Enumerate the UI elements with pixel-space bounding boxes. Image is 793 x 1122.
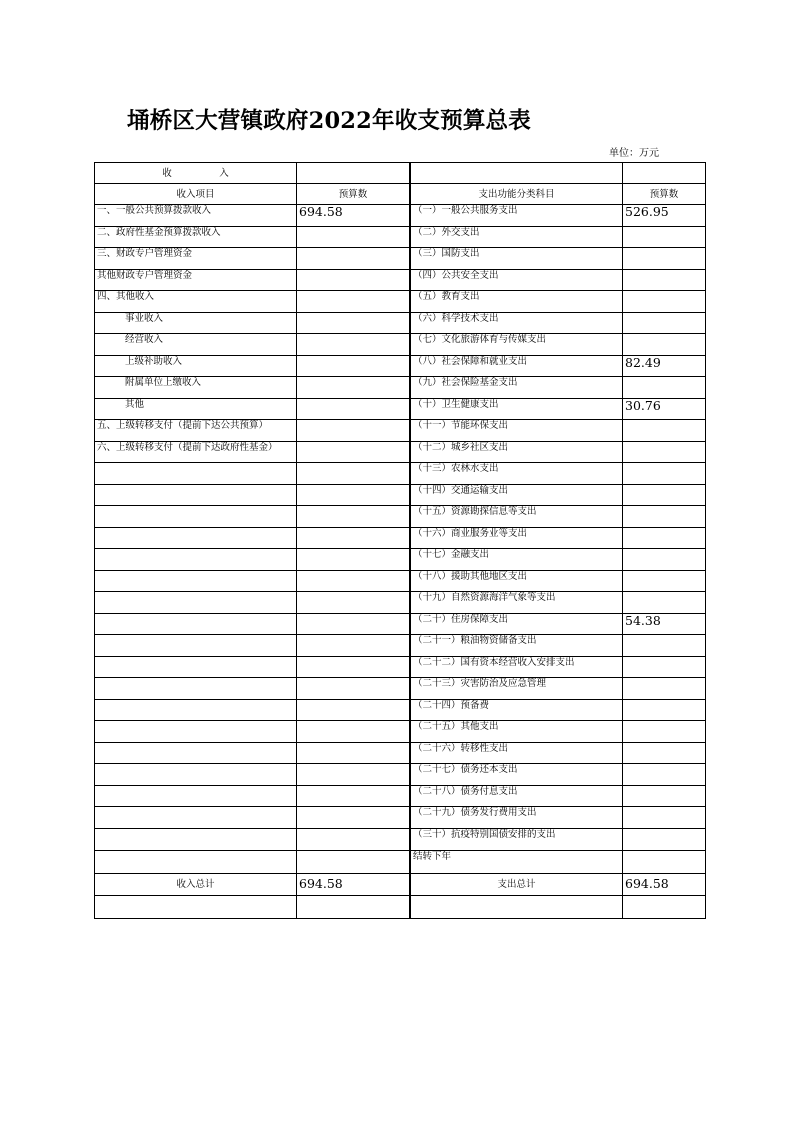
expense-value-cell xyxy=(623,851,706,874)
expense-value-cell xyxy=(623,678,706,700)
expense-item-cell: （五）教育支出 xyxy=(411,291,623,313)
table-row xyxy=(95,506,706,528)
expense-item-cell: （十八）援助其他地区支出 xyxy=(411,570,623,592)
expense-value-cell xyxy=(623,764,706,786)
income-item-cell xyxy=(95,592,297,614)
expense-value-cell xyxy=(623,807,706,829)
income-value-cell xyxy=(297,269,410,291)
table-row xyxy=(95,656,706,678)
table-row xyxy=(95,592,706,614)
income-item-cell xyxy=(95,613,297,635)
table-row xyxy=(95,828,706,851)
table-row xyxy=(95,785,706,807)
income-item-cell: 六、上级转移支付（提前下达政府性基金） xyxy=(95,441,297,463)
expense-total-label: 支出总计 xyxy=(411,873,623,896)
income-value-cell xyxy=(297,721,410,743)
income-section-spacer xyxy=(297,163,410,184)
expense-value-cell: 30.76 xyxy=(623,398,706,420)
table-row xyxy=(95,334,706,356)
table-row xyxy=(95,377,706,399)
expense-value-cell xyxy=(623,420,706,442)
expense-item-cell: （二十一）粮油物资储备支出 xyxy=(411,635,623,657)
income-value-cell xyxy=(297,420,410,442)
table-row xyxy=(95,291,706,313)
income-value-cell xyxy=(297,764,410,786)
income-item-header: 收入项目 xyxy=(95,184,297,205)
expense-item-cell: （一）一般公共服务支出 xyxy=(411,205,623,227)
income-value-cell xyxy=(297,377,410,399)
expense-budget-header: 预算数 xyxy=(623,184,706,205)
table-row xyxy=(95,248,706,270)
income-item-cell: 一、一般公共预算拨款收入 xyxy=(95,205,297,227)
expense-item-cell: （四）公共安全支出 xyxy=(411,269,623,291)
expense-item-cell: （三十）抗疫特别国债安排的支出 xyxy=(411,828,623,851)
table-row xyxy=(95,484,706,506)
blank-cell xyxy=(95,896,297,919)
expense-value-cell xyxy=(623,226,706,248)
income-value-cell xyxy=(297,355,410,377)
income-item-cell xyxy=(95,828,297,851)
income-item-cell xyxy=(95,484,297,506)
income-value-cell xyxy=(297,742,410,764)
expense-item-cell: （十）卫生健康支出 xyxy=(411,398,623,420)
expense-value-cell xyxy=(623,635,706,657)
table-row xyxy=(95,420,706,442)
income-value-cell xyxy=(297,570,410,592)
expense-section-header xyxy=(411,163,623,184)
table-row xyxy=(95,441,706,463)
income-item-cell xyxy=(95,656,297,678)
income-value-cell xyxy=(297,851,410,874)
table-row xyxy=(95,742,706,764)
table-row xyxy=(95,851,706,874)
expense-item-cell: （十一）节能环保支出 xyxy=(411,420,623,442)
income-value-cell xyxy=(297,334,410,356)
expense-item-cell: （三）国防支出 xyxy=(411,248,623,270)
expense-value-cell xyxy=(623,570,706,592)
table-row xyxy=(95,549,706,571)
blank-cell xyxy=(623,896,706,919)
income-item-cell xyxy=(95,764,297,786)
expense-value-cell xyxy=(623,269,706,291)
income-item-cell xyxy=(95,570,297,592)
expense-value-cell xyxy=(623,742,706,764)
expense-value-cell xyxy=(623,248,706,270)
expense-section-spacer xyxy=(623,163,706,184)
expense-value-cell: 54.38 xyxy=(623,613,706,635)
income-value-cell: 694.58 xyxy=(297,205,410,227)
income-value-cell xyxy=(297,613,410,635)
income-value-cell xyxy=(297,441,410,463)
totals-row xyxy=(95,873,706,896)
expense-value-cell xyxy=(623,441,706,463)
income-item-cell: 二、政府性基金预算拨款收入 xyxy=(95,226,297,248)
table-row xyxy=(95,721,706,743)
expense-item-cell: （二十）住房保障支出 xyxy=(411,613,623,635)
income-item-cell xyxy=(95,721,297,743)
expense-value-cell xyxy=(623,312,706,334)
expense-item-cell: （二十九）债务发行费用支出 xyxy=(411,807,623,829)
income-item-cell xyxy=(95,549,297,571)
expense-item-cell: （二十五）其他支出 xyxy=(411,721,623,743)
expense-value-cell xyxy=(623,828,706,851)
income-budget-header: 预算数 xyxy=(297,184,410,205)
income-item-cell xyxy=(95,635,297,657)
table-row xyxy=(95,226,706,248)
expense-item-cell: （二十六）转移性支出 xyxy=(411,742,623,764)
expense-value-cell xyxy=(623,549,706,571)
expense-item-cell: （二十七）债务还本支出 xyxy=(411,764,623,786)
income-value-cell xyxy=(297,549,410,571)
page-title: 埇桥区大营镇政府2022年收支预算总表 xyxy=(127,108,531,134)
expense-item-cell: （十九）自然资源海洋气象等支出 xyxy=(411,592,623,614)
income-item-cell xyxy=(95,699,297,721)
expense-item-cell: （二十八）债务付息支出 xyxy=(411,785,623,807)
income-value-cell xyxy=(297,699,410,721)
income-item-cell xyxy=(95,506,297,528)
income-value-cell xyxy=(297,785,410,807)
expense-item-cell: （十二）城乡社区支出 xyxy=(411,441,623,463)
expense-item-cell: （二）外交支出 xyxy=(411,226,623,248)
income-value-cell xyxy=(297,807,410,829)
table-row xyxy=(95,613,706,635)
income-item-cell xyxy=(95,807,297,829)
blank-row xyxy=(95,896,706,919)
table-row xyxy=(95,269,706,291)
table-row xyxy=(95,807,706,829)
expense-item-cell: （二十三）灾害防治及应急管理 xyxy=(411,678,623,700)
income-item-cell: 其他财政专户管理资金 xyxy=(95,269,297,291)
expense-value-cell: 82.49 xyxy=(623,355,706,377)
income-value-cell xyxy=(297,506,410,528)
income-value-cell xyxy=(297,656,410,678)
income-value-cell xyxy=(297,248,410,270)
table-row xyxy=(95,355,706,377)
blank-cell xyxy=(411,896,623,919)
expense-value-cell xyxy=(623,377,706,399)
expense-item-cell: （十四）交通运输支出 xyxy=(411,484,623,506)
expense-value-cell xyxy=(623,291,706,313)
expense-item-cell: （二十四）预备费 xyxy=(411,699,623,721)
income-item-cell xyxy=(95,678,297,700)
income-item-cell: 五、上级转移支付（提前下达公共预算） xyxy=(95,420,297,442)
table-row xyxy=(95,678,706,700)
expense-item-cell: （七）文化旅游体育与传媒支出 xyxy=(411,334,623,356)
income-value-cell xyxy=(297,291,410,313)
expense-value-cell xyxy=(623,592,706,614)
expense-item-cell: 结转下年 xyxy=(411,851,623,874)
income-item-cell xyxy=(95,742,297,764)
expense-item-cell: （六）科学技术支出 xyxy=(411,312,623,334)
income-item-cell: 四、其他收入 xyxy=(95,291,297,313)
income-total-value: 694.58 xyxy=(297,873,410,896)
income-value-cell xyxy=(297,312,410,334)
table-row xyxy=(95,699,706,721)
unit-label: 单位：万元 xyxy=(609,148,659,159)
section-header-row xyxy=(95,163,706,184)
column-header-row xyxy=(95,184,706,205)
expense-value-cell xyxy=(623,484,706,506)
table-row xyxy=(95,398,706,420)
table-row xyxy=(95,527,706,549)
income-item-cell xyxy=(95,527,297,549)
income-item-cell xyxy=(95,785,297,807)
income-item-cell: 经营收入 xyxy=(95,334,297,356)
table-row xyxy=(95,570,706,592)
table-row xyxy=(95,635,706,657)
budget-table-body xyxy=(95,163,706,919)
income-value-cell xyxy=(297,484,410,506)
expense-value-cell xyxy=(623,721,706,743)
income-section-header: 收 入 xyxy=(95,163,297,184)
income-value-cell xyxy=(297,398,410,420)
expense-value-cell xyxy=(623,785,706,807)
expense-value-cell xyxy=(623,656,706,678)
expense-item-cell: （二十二）国有资本经营收入安排支出 xyxy=(411,656,623,678)
income-item-cell: 其他 xyxy=(95,398,297,420)
expense-item-cell: （十七）金融支出 xyxy=(411,549,623,571)
expense-item-header: 支出功能分类科目 xyxy=(411,184,623,205)
expense-item-cell: （十六）商业服务业等支出 xyxy=(411,527,623,549)
expense-item-cell: （八）社会保障和就业支出 xyxy=(411,355,623,377)
income-item-cell: 事业收入 xyxy=(95,312,297,334)
income-value-cell xyxy=(297,463,410,485)
income-value-cell xyxy=(297,527,410,549)
expense-item-cell: （十五）资源勘探信息等支出 xyxy=(411,506,623,528)
income-item-cell xyxy=(95,463,297,485)
income-value-cell xyxy=(297,635,410,657)
expense-total-value: 694.58 xyxy=(623,873,706,896)
table-row xyxy=(95,764,706,786)
income-value-cell xyxy=(297,592,410,614)
table-row xyxy=(95,205,706,227)
budget-table xyxy=(94,162,706,919)
income-item-cell: 上级补助收入 xyxy=(95,355,297,377)
blank-cell xyxy=(297,896,410,919)
income-item-cell xyxy=(95,851,297,874)
expense-value-cell xyxy=(623,334,706,356)
income-value-cell xyxy=(297,678,410,700)
income-total-label: 收入总计 xyxy=(95,873,297,896)
income-item-cell: 三、财政专户管理资金 xyxy=(95,248,297,270)
expense-item-cell: （十三）农林水支出 xyxy=(411,463,623,485)
income-item-cell: 附属单位上缴收入 xyxy=(95,377,297,399)
expense-value-cell: 526.95 xyxy=(623,205,706,227)
income-value-cell xyxy=(297,226,410,248)
expense-value-cell xyxy=(623,506,706,528)
table-row xyxy=(95,312,706,334)
expense-item-cell: （九）社会保险基金支出 xyxy=(411,377,623,399)
expense-value-cell xyxy=(623,699,706,721)
table-row xyxy=(95,463,706,485)
income-value-cell xyxy=(297,828,410,851)
expense-value-cell xyxy=(623,527,706,549)
expense-value-cell xyxy=(623,463,706,485)
